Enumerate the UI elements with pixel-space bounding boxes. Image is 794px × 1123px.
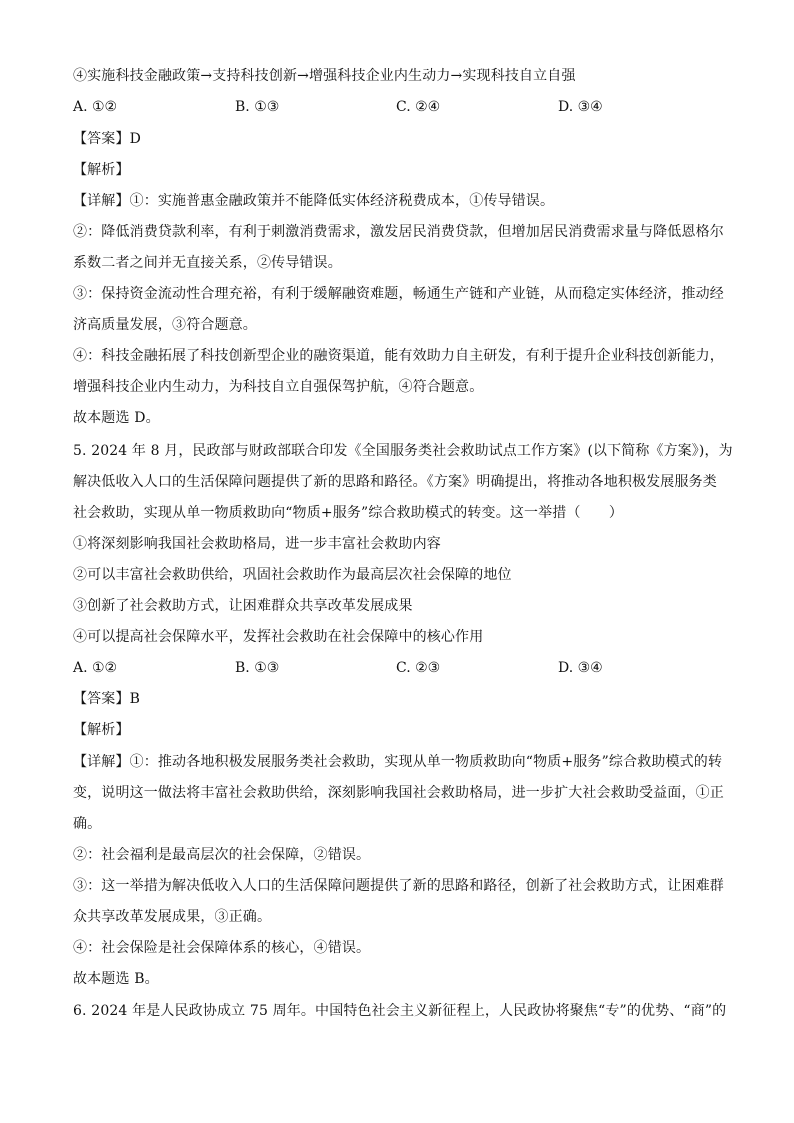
q4-detail-line: ④：科技金融拓展了科技创新型企业的融资渠道，能有效助力自主研发，有利于提升企业科技创新能力， (73, 348, 724, 364)
q5-detail-line: 【详解】①：推动各地积极发展服务类社会救助，实现从单一物质救助向“物质+服务”综合救助模式的转 (73, 754, 723, 770)
q5-conclusion: 故本题选 B。 (73, 971, 159, 987)
q5-detail-line: 众共享改革发展成果，③正确。 (73, 909, 272, 925)
q6-stem-line: 6. 2024 年是人民政协成立 75 周年。中国特色社会主义新征程上，人民政协将聚焦“专”的优势、“商”的 (73, 1003, 727, 1019)
q5-option-d: D. ③④ (558, 660, 603, 676)
q4-answer: 【答案】D (73, 131, 141, 147)
q5-stem-line: 解决低收入人口的生活保障问题提供了新的思路和路径。《方案》明确提出，将推动各地积极发展服务类 (73, 474, 717, 490)
q5-item-2: ②可以丰富社会救助供给，巩固社会救助作为最高层次社会保障的地位 (73, 567, 512, 583)
q4-conclusion: 故本题选 D。 (73, 410, 160, 426)
q4-item-4: ④实施科技金融政策→支持科技创新→增强科技企业内生动力→实现科技自立自强 (73, 68, 576, 84)
q4-detail-line: ②：降低消费贷款利率，有利于刺激消费需求，激发居民消费贷款，但增加居民消费需求量与降低恩格尔 (73, 224, 724, 240)
q5-detail-line: ④：社会保险是社会保障体系的核心，④错误。 (73, 940, 371, 956)
q5-analysis-label: 【解析】 (73, 722, 130, 738)
q4-option-c: C. ②④ (396, 99, 441, 115)
q5-detail-line: ②：社会福利是最高层次的社会保障，②错误。 (73, 847, 371, 863)
q4-option-d: D. ③④ (558, 99, 603, 115)
q5-item-4: ④可以提高社会保障水平，发挥社会救助在社会保障中的核心作用 (73, 629, 484, 645)
q5-detail-line: 变，说明这一做法将丰富社会救助供给，深刻影响我国社会救助格局，进一步扩大社会救助受益面，①正 (73, 785, 724, 801)
q4-option-b: B. ①③ (235, 99, 280, 115)
q5-option-a: A. ①② (73, 660, 118, 676)
q5-item-3: ③创新了社会救助方式，让困难群众共享改革发展成果 (73, 598, 413, 614)
q5-option-c: C. ②③ (396, 660, 441, 676)
q4-option-a: A. ①② (73, 99, 118, 115)
q5-detail-line: ③：这一举措为解决低收入人口的生活保障问题提供了新的思路和路径，创新了社会救助方式，让困难群 (73, 878, 724, 894)
q5-answer: 【答案】B (73, 691, 141, 707)
q5-stem-line: 5. 2024 年 8 月，民政部与财政部联合印发《全国服务类社会救助试点工作方案》(以下简称《方案》)，为 (73, 443, 733, 459)
q5-detail-line: 确。 (73, 816, 102, 832)
q4-options (73, 97, 733, 117)
q5-item-1: ①将深刻影响我国社会救助格局，进一步丰富社会救助内容 (73, 536, 441, 552)
q4-detail-line: 济高质量发展，③符合题意。 (73, 317, 257, 333)
q4-detail-line: ③：保持资金流动性合理充裕，有利于缓解融资难题，畅通生产链和产业链，从而稳定实体经济，推动经 (73, 286, 724, 302)
q4-detail-line: 系数二者之间并无直接关系，②传导错误。 (73, 255, 342, 271)
q4-detail-line: 【详解】①：实施普惠金融政策并不能降低实体经济税费成本，①传导错误。 (73, 193, 555, 209)
q5-option-b: B. ①③ (235, 660, 280, 676)
q4-detail-line: 增强科技企业内生动力，为科技自立自强保驾护航，④符合题意。 (73, 379, 484, 395)
q5-options (73, 658, 733, 678)
q4-analysis-label: 【解析】 (73, 162, 130, 178)
q5-stem-line: 社会救助，实现从单一物质救助向“物质+服务”综合救助模式的转变。这一举措（ ） (73, 505, 624, 521)
